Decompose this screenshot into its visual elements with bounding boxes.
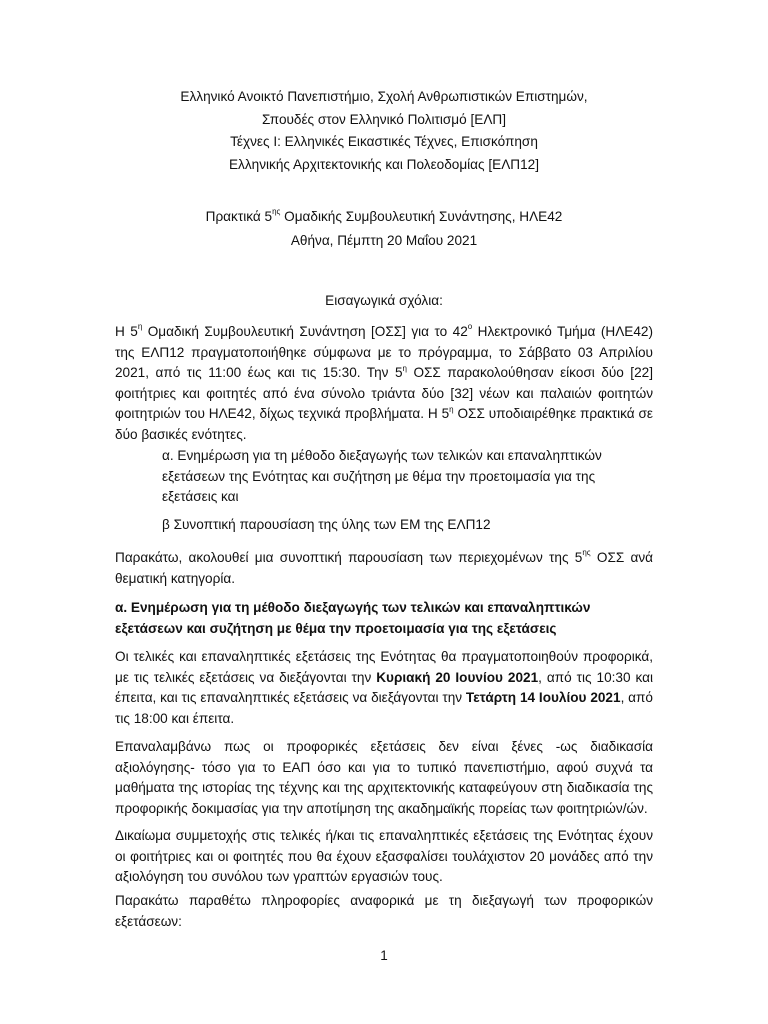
- header-course-title: Τέχνες Ι: Ελληνικές Εικαστικές Τέχνες, Επισκόπηση: [230, 134, 538, 150]
- document-meta: [110, 205, 658, 253]
- list-item-a: α. Ενημέρωση για τη μέθοδο διεξαγωγής των τελικών και επαναληπτικών εξετάσεων της Ενότητας και συζήτηση με θέμα την προετοιμασία για της εξετάσεις και: [162, 448, 602, 505]
- header-university: Ελληνικό Ανοικτό Πανεπιστήμιο, Σχολή Ανθρωπιστικών Επιστημών,: [180, 89, 588, 104]
- info-intro-paragraph: Παρακάτω παραθέτω πληροφορίες αναφορικά με τη διεξαγωγή των προφορικών εξετάσεων:: [115, 893, 653, 929]
- header-course-subtitle: Ελληνικής Αρχιτεκτονικής και Πολεοδομίας [ΕΛΠ12]: [228, 157, 540, 173]
- header-program: Σπουδές στον Ελληνικό Πολιτισμό [ΕΛΠ]: [262, 111, 506, 127]
- page-number: 1: [380, 948, 388, 963]
- minutes-date: Αθήνα, Πέμπτη 20 Μαΐου 2021: [290, 233, 478, 248]
- minutes-title: Πρακτικά $5^{\eta\varsigma}$ Ομαδικής Συμβουλευτική Συνάντησης, ΗΛΕ42: [205, 207, 563, 224]
- exam-dates-paragraph: Οι τελικές και επαναληπτικές εξετάσεις της Ενότητας θα πραγματοποιηθούν προφορικά, με τις τελικές εξετάσεις να διεξάγονται την Κυριακή 20 Ιουνίου 2021, από τις 10:30 και έπειτα, και τις επαναληπτικές εξετάσεις να διεξάγονται την Τετάρτη 14 Ιουλίου 2021, από τις 18:00 και έπειτα.: [115, 649, 653, 726]
- eligibility-paragraph: Δικαίωμα συμμετοχής στις τελικές ή/και τις επαναληπτικές εξετάσεις της Ενότητας έχουν οι φοιτήτριες και οι φοιτητές που θα έχουν εξασφαλίσει τουλάχιστον 20 μονάδες από την αξιολόγηση του συνόλου των γραπτών εργασιών τους.: [115, 828, 653, 885]
- intro-title: Εισαγωγικά σχόλια:: [325, 293, 443, 308]
- overview-paragraph: Παρακάτω, ακολουθεί μια συνοπτική παρουσίαση των περιεχομένων της $5^{\eta\varsigma}$ ΟΣΣ ανά θεματική κατηγορία.: [115, 548, 653, 586]
- oral-exams-paragraph: Επαναλαμβάνω πως οι προφορικές εξετάσεις δεν είναι ξένες -ως διαδικασία αξιολόγησης- τόσο για το ΕΑΠ όσο και για το τυπικό πανεπιστήμιο, αφού συχνά τα μαθήματα της ιστορίας της τέχνης και της αρχιτεκτονικής καταφεύγουν στη διαδικασία της προφορικής δοκιμασίας για την αποτίμηση της ακαδημαϊκής πορείας των φοιτητριών/ών.: [115, 739, 653, 816]
- final-exam-date: Κυριακή 20 Ιουνίου 2021: [376, 669, 539, 685]
- resit-exam-date: Τετάρτη 14 Ιουλίου 2021: [465, 690, 621, 706]
- intro-paragraph: Η $5^\eta$ Ομαδική Συμβουλευτική Συνάντηση [ΟΣΣ] για το $42^o$ Ηλεκτρονικό Τμήμα (ΗΛΕ42) της ΕΛΠ12 πραγματοποιήθηκε σύμφωνα με το πρόγραμμα, το Σάββατο 03 Απριλίου 2021, από τις 11:00 έως και τις 15:30. Την $5^\eta$ ΟΣΣ παρακολούθησαν είκοσι δύο [22] φοιτήτριες και φοιτητές από ένα σύνολο τριάντα δύο [32] νέων και παλαιών φοιτητών φοιτητριών του ΗΛΕ42, δίχως τεχνικά προβλήματα. Η $5^\eta$ ΟΣΣ υποδιαιρέθηκε πρακτικά σε δύο βασικές ενότητες.: [115, 322, 653, 442]
- list-item-b: β Συνοπτική παρουσίαση της ύλης των ΕΜ της ΕΛΠ12: [162, 517, 491, 532]
- document-header: [110, 86, 658, 177]
- section-a-heading: α. Ενημέρωση για τη μέθοδο διεξαγωγής των τελικών και επαναληπτικών εξετάσεων και συζήτηση με θέμα την προετοιμασία για της εξετάσεις: [115, 600, 591, 636]
